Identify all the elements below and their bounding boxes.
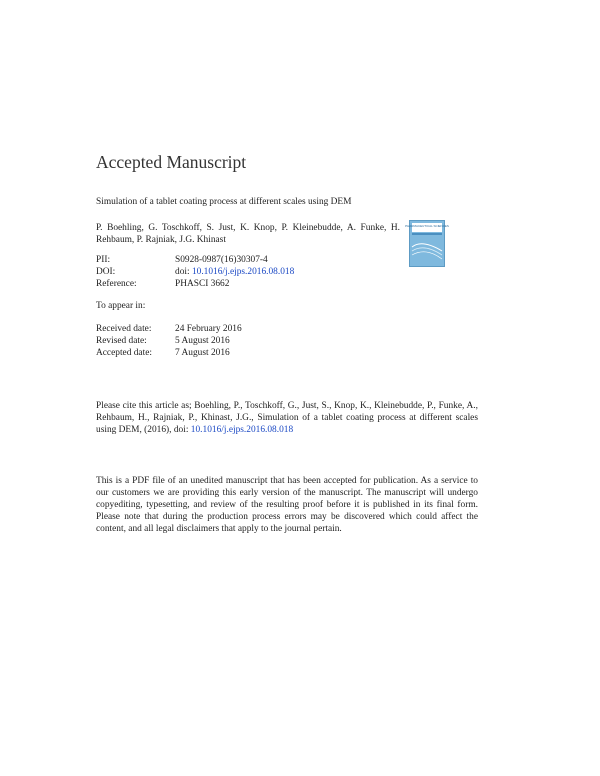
journal-cover-icon: [405, 221, 449, 266]
doi-link[interactable]: 10.1016/j.ejps.2016.08.018: [191, 266, 295, 277]
journal-cover-title: PHARMACEUTICAL SCIENCES: [405, 224, 449, 228]
doi-label: DOI:: [96, 266, 116, 277]
revised-value: 5 August 2016: [175, 335, 230, 346]
to-appear-label: To appear in:: [96, 301, 146, 311]
doi-prefix: doi:: [175, 266, 190, 277]
accepted-label: Accepted date:: [96, 347, 152, 358]
article-dates: [96, 324, 242, 359]
received-value: 24 February 2016: [175, 324, 242, 334]
citation-doi-link[interactable]: 10.1016/j.ejps.2016.08.018: [190, 425, 294, 435]
reference-value: PHASCI 3662: [175, 278, 230, 289]
received-row: [96, 324, 242, 336]
article-metadata: [96, 255, 294, 290]
page-heading: Accepted Manuscript: [96, 152, 247, 172]
received-label: Received date:: [96, 324, 152, 334]
pii-label: PII:: [96, 255, 111, 265]
revised-label: Revised date:: [96, 335, 147, 346]
author-list: P. Boehling, G. Toschkoff, S. Just, K. Knop, P. Kleinebudde, A. Funke, H. Rehbaum, P. Rajniak, J.G. Khinast: [96, 223, 400, 245]
pii-row: [96, 255, 294, 267]
pii-value: S0928-0987(16)30307-4: [175, 255, 268, 265]
accepted-row: [96, 348, 242, 360]
reference-row: [96, 279, 294, 291]
disclaimer-paragraph: This is a PDF file of an unedited manuscript that has been accepted for publication. As a service to our customers we are providing this early version of the manuscript. The manuscript will undergo copyediting, typesetting, and review of the resulting proof before it is published in its final form. Please note that during the production process errors may be discovered which could affect the content, and all legal disclaimers that apply to the journal pertain.: [96, 476, 478, 534]
journal-cover-image: [405, 220, 449, 267]
citation-text: Please cite this article as; Boehling, P., Toschkoff, G., Just, S., Knop, K., Kleinebudde, P., Funke, A., Rehbaum, H., Rajniak, P., Khinast, J.G., Simulation of a tablet coating process at different scales using DEM, (2016), doi:: [96, 401, 478, 435]
reference-label: Reference:: [96, 278, 137, 289]
citation-paragraph: [96, 400, 478, 436]
revised-row: [96, 336, 242, 348]
accepted-value: 7 August 2016: [175, 347, 230, 358]
article-title: Simulation of a tablet coating process at different scales using DEM: [96, 197, 352, 207]
doi-row: [96, 267, 294, 279]
